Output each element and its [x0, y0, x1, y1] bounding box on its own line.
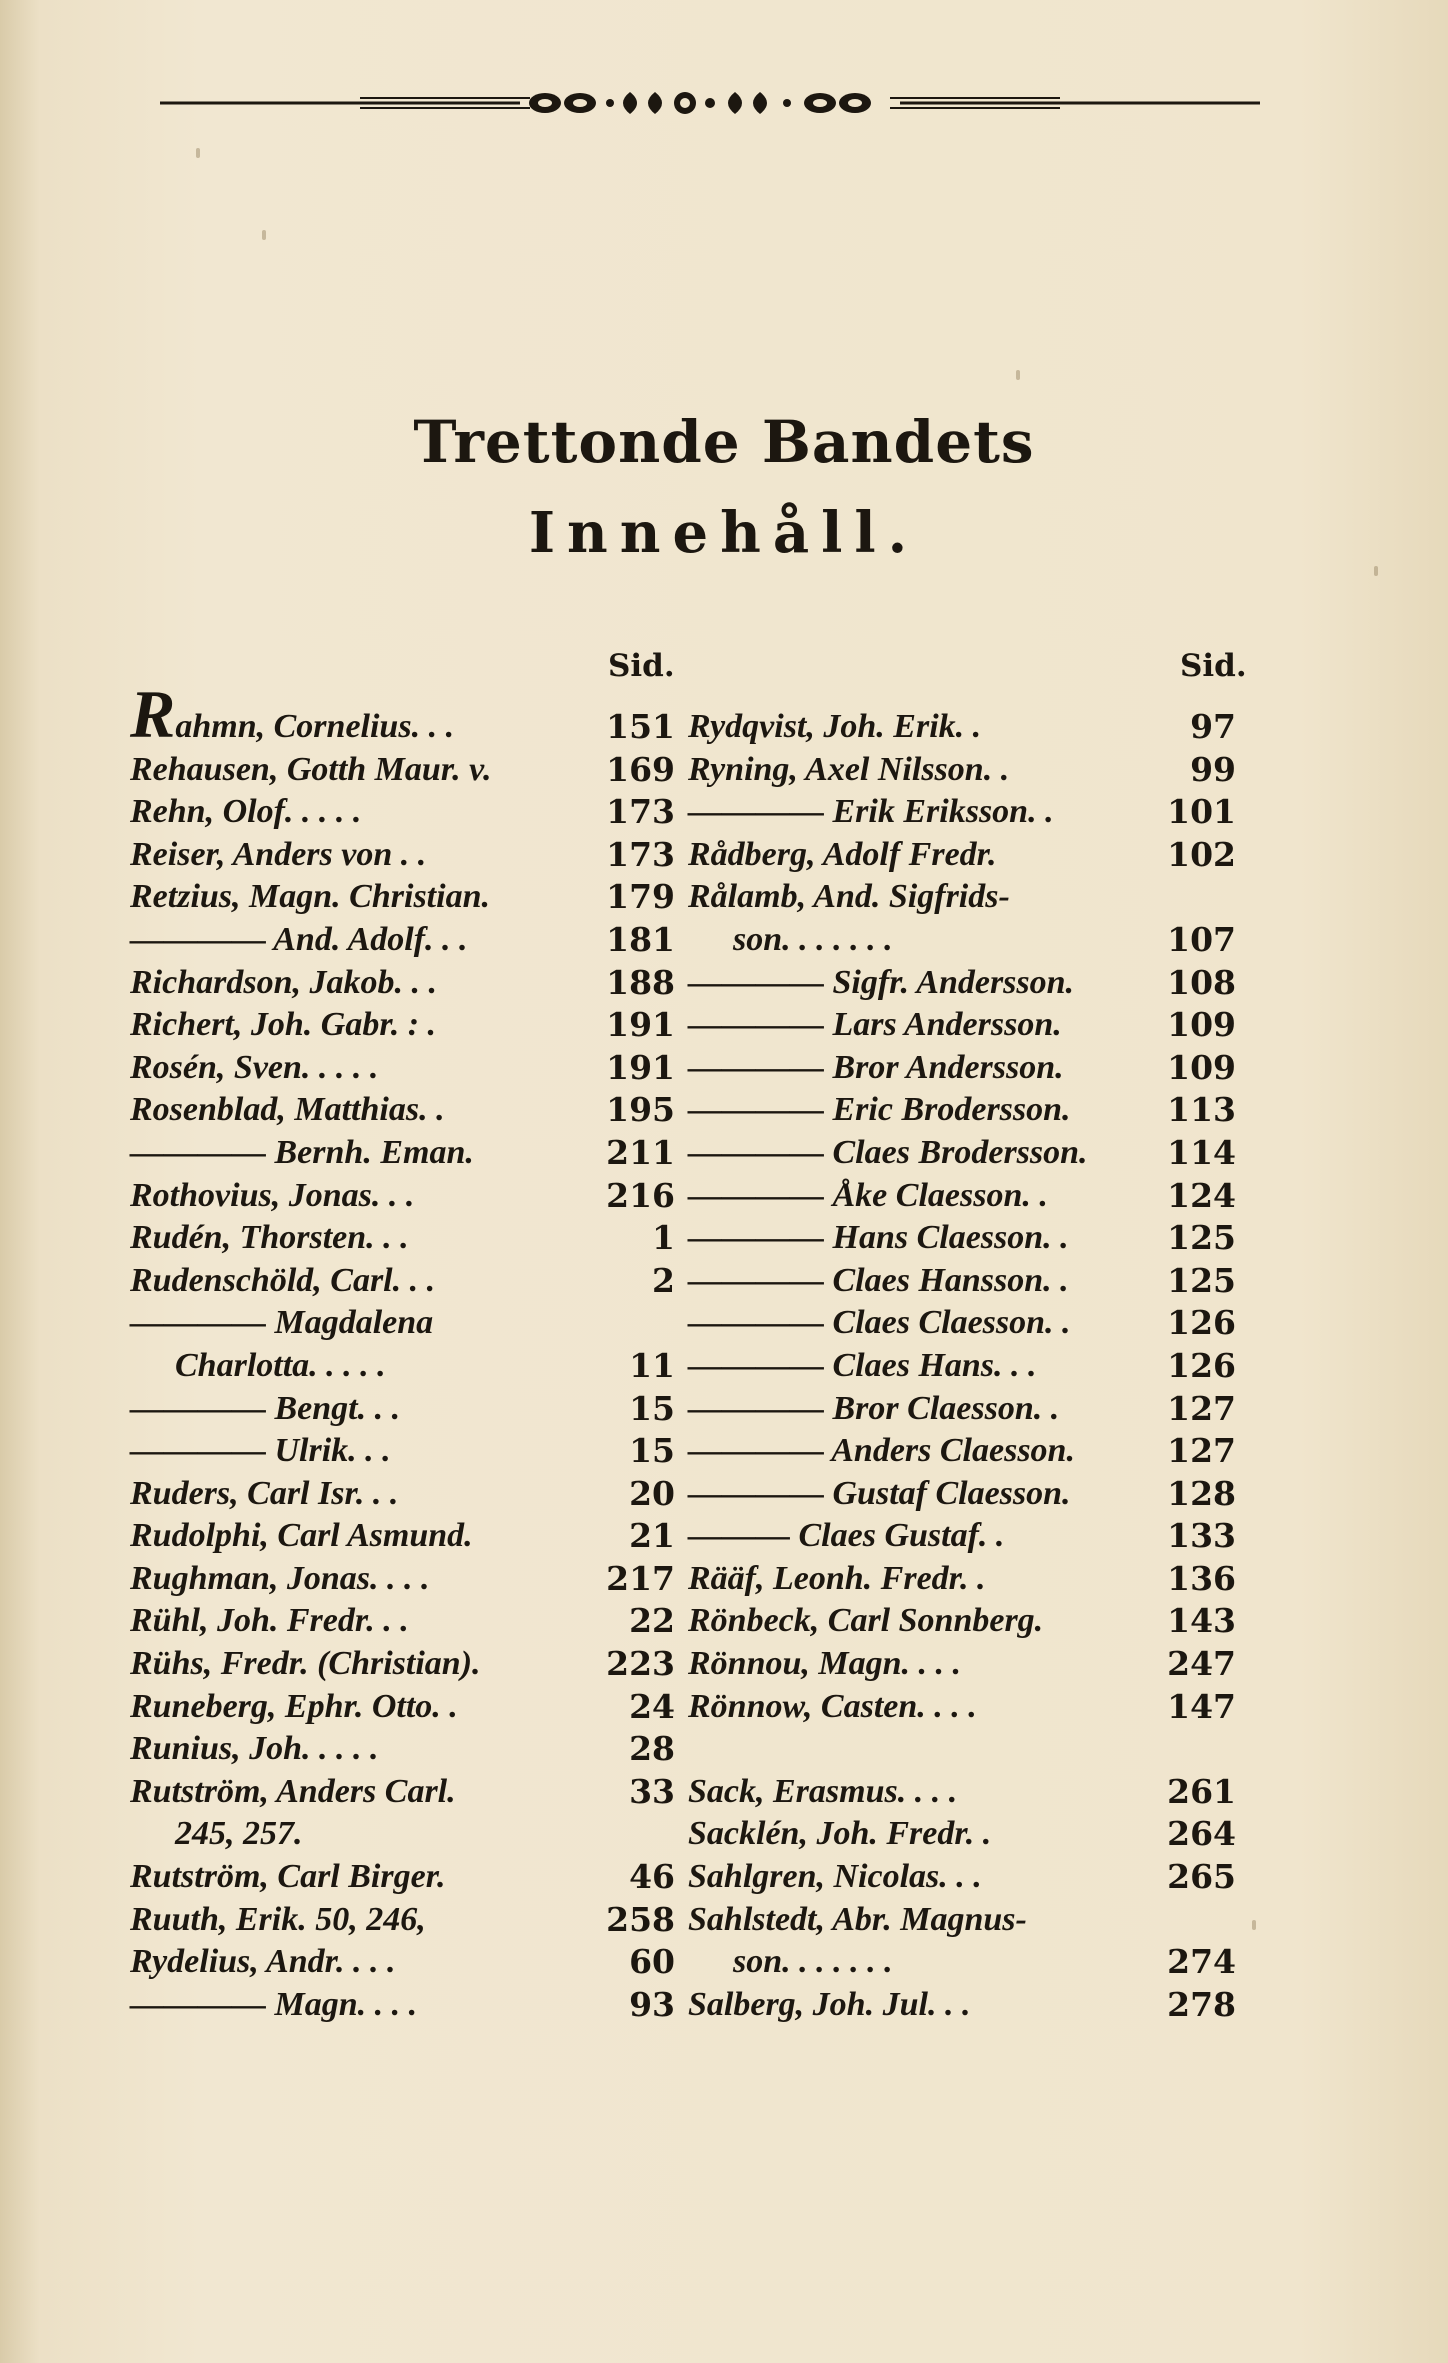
index-entry: [688, 1771, 1236, 1814]
entry-page-number: 223: [606, 1644, 675, 1684]
index-entry: [130, 676, 675, 752]
entry-page-number: 97: [1190, 707, 1236, 746]
index-entry: [688, 834, 1236, 877]
index-entry: [130, 1941, 675, 1984]
index-entry: [130, 1771, 675, 1814]
index-entry: [688, 1600, 1236, 1643]
index-entry: [130, 1175, 675, 1218]
index-entry: [688, 1047, 1236, 1090]
entry-page-number: 173: [606, 792, 675, 832]
entry-name: ——— Claes Gustaf. .: [688, 1517, 1005, 1555]
index-entry: [688, 1558, 1236, 1601]
index-entry: [130, 1856, 675, 1899]
index-entry: [130, 1345, 675, 1388]
entry-page-number: 28: [629, 1729, 675, 1769]
header-ornament: [160, 84, 1260, 124]
entry-name: Ruders, Carl Isr. . .: [130, 1474, 399, 1512]
entry-name: ———— Bror Andersson.: [688, 1048, 1064, 1086]
entry-page-number: 247: [1167, 1644, 1236, 1684]
entry-name: ———— Erik Eriksson. .: [688, 793, 1054, 831]
index-entry: [688, 1941, 1236, 1984]
left-column-label: Sid.: [608, 648, 675, 684]
index-entry: [130, 1388, 675, 1431]
index-entry: [130, 1217, 675, 1260]
entry-name: ———— Claes Brodersson.: [688, 1133, 1088, 1171]
entry-name: ———— Ulrik. . .: [130, 1432, 391, 1470]
drop-cap: R: [130, 676, 176, 752]
entry-page-number: 114: [1167, 1132, 1236, 1172]
entry-name: Rönbeck, Carl Sonnberg.: [688, 1602, 1044, 1640]
index-entry: [130, 1515, 675, 1558]
entry-page-number: 124: [1167, 1175, 1236, 1215]
index-entry: [688, 1473, 1236, 1516]
entry-page-number: 126: [1167, 1303, 1236, 1343]
entry-page-number: 113: [1167, 1090, 1236, 1130]
entry-name: Rydelius, Andr. . . .: [130, 1943, 396, 1981]
index-entry: [688, 1302, 1236, 1345]
entry-page-number: 21: [629, 1516, 675, 1556]
index-entry: [130, 1984, 675, 2027]
entry-name: ———— Bengt. . .: [130, 1389, 401, 1427]
entry-name: Rosenblad, Matthias. .: [130, 1091, 445, 1129]
index-entry: [688, 919, 1236, 962]
index-entry: [688, 1899, 1236, 1942]
index-entry: [688, 1643, 1236, 1686]
index-entry: [130, 1600, 675, 1643]
entry-page-number: 15: [629, 1388, 675, 1428]
index-entry: [130, 1302, 675, 1345]
entry-name: ———— Magdalena: [130, 1304, 434, 1342]
entry-name: ———— Claes Hans. . .: [688, 1346, 1037, 1384]
entry-name: Ruuth, Erik. 50, 246,: [130, 1900, 426, 1938]
entry-page-number: 22: [629, 1601, 675, 1641]
right-column-label: Sid.: [1180, 648, 1247, 684]
entry-name: ———— Sigfr. Andersson.: [688, 963, 1075, 1001]
entry-page-number: 46: [629, 1857, 675, 1897]
entry-page-number: 15: [629, 1431, 675, 1471]
index-entry: [130, 962, 675, 1005]
entry-page-number: 195: [606, 1090, 675, 1130]
index-entry: [130, 791, 675, 834]
entry-name: Rughman, Jonas. . . .: [130, 1559, 430, 1597]
entry-name: Rehausen, Gotth Maur. v.: [130, 750, 492, 788]
index-entry: [130, 1473, 675, 1516]
entry-page-number: 2: [652, 1260, 675, 1300]
entry-page-number: 217: [606, 1558, 675, 1598]
entry-page-number: 264: [1167, 1814, 1236, 1854]
entry-name: ———— Magn. . . .: [130, 1985, 418, 2023]
index-entry: [688, 1515, 1236, 1558]
entry-name: son. . . . . . .: [733, 1943, 893, 1981]
entry-name: Retzius, Magn. Christian.: [130, 878, 490, 916]
entry-page-number: 99: [1190, 749, 1236, 789]
entry-name: Runeberg, Ephr. Otto. .: [130, 1687, 458, 1725]
entry-page-number: 11: [629, 1345, 675, 1385]
index-entry: [688, 1345, 1236, 1388]
entry-page-number: 169: [606, 749, 675, 789]
entry-name: Rålamb, And. Sigfrids-: [688, 878, 1010, 916]
entry-name: Sahlgren, Nicolas. . .: [688, 1858, 982, 1896]
entry-page-number: 136: [1167, 1558, 1236, 1598]
entry-name: Rääf, Leonh. Fredr. .: [688, 1559, 986, 1597]
index-entry: [688, 1217, 1236, 1260]
index-entry: [688, 1856, 1236, 1899]
entry-name: Rühs, Fredr. (Christian).: [130, 1645, 481, 1683]
entry-name: Rådberg, Adolf Fredr.: [688, 835, 997, 873]
entry-name: Salberg, Joh. Jul. . .: [688, 1985, 971, 2023]
index-entry: [130, 1004, 675, 1047]
entry-name: Rühl, Joh. Fredr. . .: [130, 1602, 409, 1640]
entry-name: ———— Bernh. Eman.: [130, 1133, 474, 1171]
index-entry: [688, 1686, 1236, 1729]
entry-name: ———— Åke Claesson. .: [688, 1176, 1048, 1214]
entry-name: Rönnow, Casten. . . .: [688, 1687, 977, 1725]
index-entry: [130, 1132, 675, 1175]
entry-name: ———— Bror Claesson. .: [688, 1389, 1060, 1427]
entry-page-number: 109: [1167, 1047, 1236, 1087]
entry-name: Sacklén, Joh. Fredr. .: [688, 1815, 992, 1853]
entry-name: ———— Hans Claesson. .: [688, 1219, 1069, 1257]
entry-page-number: 191: [606, 1047, 675, 1087]
entry-page-number: 128: [1167, 1473, 1236, 1513]
left-index-column: [130, 676, 675, 2026]
entry-page-number: 181: [606, 919, 675, 959]
entry-name: Charlotta. . . . .: [175, 1346, 386, 1384]
entry-page-number: 60: [629, 1942, 675, 1982]
entry-page-number: 107: [1167, 919, 1236, 959]
index-entry: [130, 834, 675, 877]
entry-page-number: 133: [1167, 1516, 1236, 1556]
entry-name: son. . . . . . .: [733, 920, 893, 958]
entry-page-number: 24: [629, 1686, 675, 1726]
entry-page-number: 151: [606, 707, 675, 746]
entry-page-number: 188: [606, 962, 675, 1002]
entry-page-number: 143: [1167, 1601, 1236, 1641]
entry-name: ———— And. Adolf. . .: [130, 920, 468, 958]
entry-page-number: 274: [1167, 1942, 1236, 1982]
entry-name: Sack, Erasmus. . . .: [688, 1772, 958, 1810]
entry-name: 245, 257.: [175, 1815, 303, 1853]
entry-page-number: 147: [1167, 1686, 1236, 1726]
entry-page-number: 93: [629, 1984, 675, 2024]
index-entry: [130, 919, 675, 962]
index-entry: [688, 1260, 1236, 1303]
entry-page-number: 101: [1167, 792, 1236, 832]
entry-name: Rahmn, Cornelius. . .: [130, 676, 455, 752]
entry-page-number: 211: [606, 1132, 675, 1172]
entry-name: Rydqvist, Joh. Erik. .: [688, 708, 982, 745]
index-entry: [688, 1175, 1236, 1218]
entry-page-number: 109: [1167, 1005, 1236, 1045]
index-entry: [688, 791, 1236, 834]
entry-name: Runius, Joh. . . . .: [130, 1730, 379, 1768]
index-entry: [130, 1813, 675, 1856]
index-entry: [130, 1643, 675, 1686]
index-entry: [688, 749, 1236, 792]
entry-page-number: 191: [606, 1005, 675, 1045]
index-entry: [688, 1430, 1236, 1473]
index-entry: [130, 1728, 675, 1771]
entry-page-number: 1: [652, 1218, 675, 1258]
entry-name: ———— Lars Andersson.: [688, 1006, 1062, 1044]
title-line-2: Innehåll.: [528, 500, 920, 566]
index-entry: [688, 1984, 1236, 2027]
entry-name: ———— Eric Brodersson.: [688, 1091, 1071, 1129]
index-entry: [688, 1813, 1236, 1856]
index-entry: [688, 1388, 1236, 1431]
entry-page-number: 261: [1167, 1771, 1236, 1811]
index-entry: [688, 1132, 1236, 1175]
entry-name: Ryning, Axel Nilsson. .: [688, 750, 1010, 788]
entry-page-number: 258: [606, 1899, 675, 1939]
index-entry: [130, 1430, 675, 1473]
entry-name: Reiser, Anders von . .: [130, 835, 427, 873]
index-entry: [130, 1558, 675, 1601]
index-entry: [688, 876, 1236, 919]
entry-name: Richert, Joh. Gabr. : .: [130, 1006, 437, 1044]
entry-page-number: 102: [1167, 834, 1236, 874]
index-entry: [688, 1089, 1236, 1132]
index-entry: [130, 749, 675, 792]
index-entry: [130, 1899, 675, 1942]
entry-name: ———— Claes Hansson. .: [688, 1261, 1069, 1299]
entry-name: Rudén, Thorsten. . .: [130, 1219, 409, 1257]
entry-name: Rosén, Sven. . . . .: [130, 1048, 379, 1086]
entry-page-number: 126: [1167, 1345, 1236, 1385]
entry-page-number: 108: [1167, 962, 1236, 1002]
entry-name: Rehn, Olof. . . . .: [130, 793, 362, 831]
entry-page-number: 20: [629, 1473, 675, 1513]
entry-name: ———— Claes Claesson. .: [688, 1304, 1071, 1342]
entry-name: Sahlstedt, Abr. Magnus-: [688, 1900, 1027, 1938]
index-entry: [130, 1686, 675, 1729]
entry-page-number: 278: [1167, 1984, 1236, 2024]
entry-page-number: 33: [629, 1771, 675, 1811]
index-entry: [130, 1260, 675, 1303]
index-entry: [688, 962, 1236, 1005]
entry-name: Richardson, Jakob. . .: [130, 963, 437, 1001]
entry-page-number: 125: [1167, 1260, 1236, 1300]
entry-name: Rudolphi, Carl Asmund.: [130, 1517, 473, 1555]
entry-page-number: 127: [1167, 1388, 1236, 1428]
title-line-1: Trettonde Bandets: [413, 408, 1035, 476]
index-entry: [688, 1728, 1236, 1771]
index-entry: [688, 706, 1236, 749]
entry-name: Rutström, Carl Birger.: [130, 1858, 446, 1896]
entry-name: Rutström, Anders Carl.: [130, 1772, 456, 1810]
entry-page-number: 127: [1167, 1431, 1236, 1471]
entry-page-number: 216: [606, 1175, 675, 1215]
index-entry: [130, 1047, 675, 1090]
index-entry: [688, 1004, 1236, 1047]
entry-page-number: 125: [1167, 1218, 1236, 1258]
entry-page-number: 179: [606, 877, 675, 917]
index-entry: [130, 876, 675, 919]
entry-name: Rönnou, Magn. . . .: [688, 1645, 962, 1683]
entry-name: ———— Anders Claesson.: [688, 1432, 1075, 1470]
right-index-column: [688, 706, 1236, 2026]
entry-page-number: 265: [1167, 1857, 1236, 1897]
entry-name: ———— Gustaf Claesson.: [688, 1474, 1071, 1512]
index-entry: [130, 1089, 675, 1132]
entry-page-number: 173: [606, 834, 675, 874]
entry-name: Rudenschöld, Carl. . .: [130, 1261, 436, 1299]
entry-name: Rothovius, Jonas. . .: [130, 1176, 415, 1214]
